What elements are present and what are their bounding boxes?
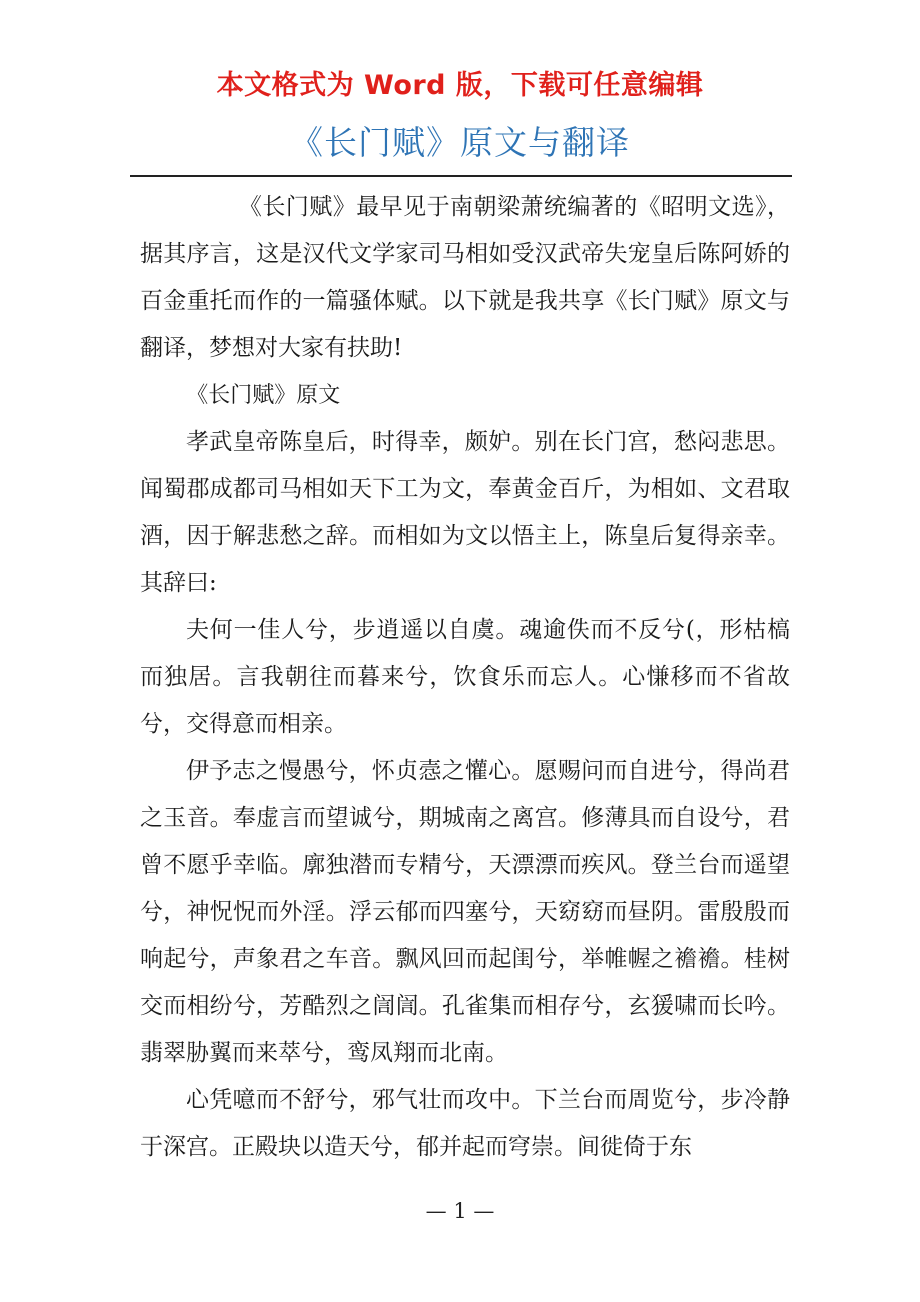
- text-paragraph: 夫何一佳人兮，步逍遥以自虞。魂逾佚而不反兮(，形枯槁而独居。言我朝往而暮来兮，饮食乐而忘人。心慊移而不省故兮，交得意而相亲。: [140, 617, 790, 737]
- preface-paragraph: 孝武皇帝陈皇后，时得幸，颇妒。别在长门宫，愁闷悲思。闻蜀郡成都司马相如天下工为文，奉黄金百斤，为相如、文君取酒，因于解悲愁之辞。而相如为文以悟主上，陈皇后复得亲幸。其辞曰:: [140, 429, 790, 596]
- text-paragraph: 心凭噫而不舒兮，邪气壮而攻中。下兰台而周览兮，步冷静于深宫。正殿块以造天兮，郁并起而穹崇。间徙倚于东: [140, 1087, 790, 1160]
- section-heading-original: 《长门赋》原文: [186, 383, 341, 408]
- page-number: — 1 —: [425, 1199, 495, 1223]
- document-title: 《长门赋》原文与翻译: [290, 123, 630, 162]
- title-divider: [130, 175, 792, 177]
- intro-paragraph: 《长门赋》最早见于南朝梁萧统编著的《昭明文选》，据其序言，这是汉代文学家司马相如受汉武帝失宠皇后陈阿娇的百金重托而作的一篇骚体赋。以下就是我共享《长门赋》原文与翻译，梦想对大家有扶助!: [140, 194, 790, 361]
- format-banner: 本文格式为 Word 版，下载可任意编辑: [216, 70, 704, 101]
- text-paragraph: 伊予志之慢愚兮，怀贞悫之懽心。愿赐问而自进兮，得尚君之玉音。奉虚言而望诚兮，期城南之离宫。修薄具而自设兮，君曾不愿乎幸临。廓独潜而专精兮，天漂漂而疾风。登兰台而遥望兮，神怳怳而外淫。浮云郁而四塞兮，天窈窈而昼阴。雷殷殷而响起兮，声象君之车音。飘风回而起闺兮，举帷幄之襜襜。桂树交而相纷兮，芳酷烈之訚訚。孔雀集而相存兮，玄猨啸而长吟。翡翠胁翼而来萃兮，鸾凤翔而北南。: [140, 758, 790, 1066]
- document-body: [140, 184, 790, 1171]
